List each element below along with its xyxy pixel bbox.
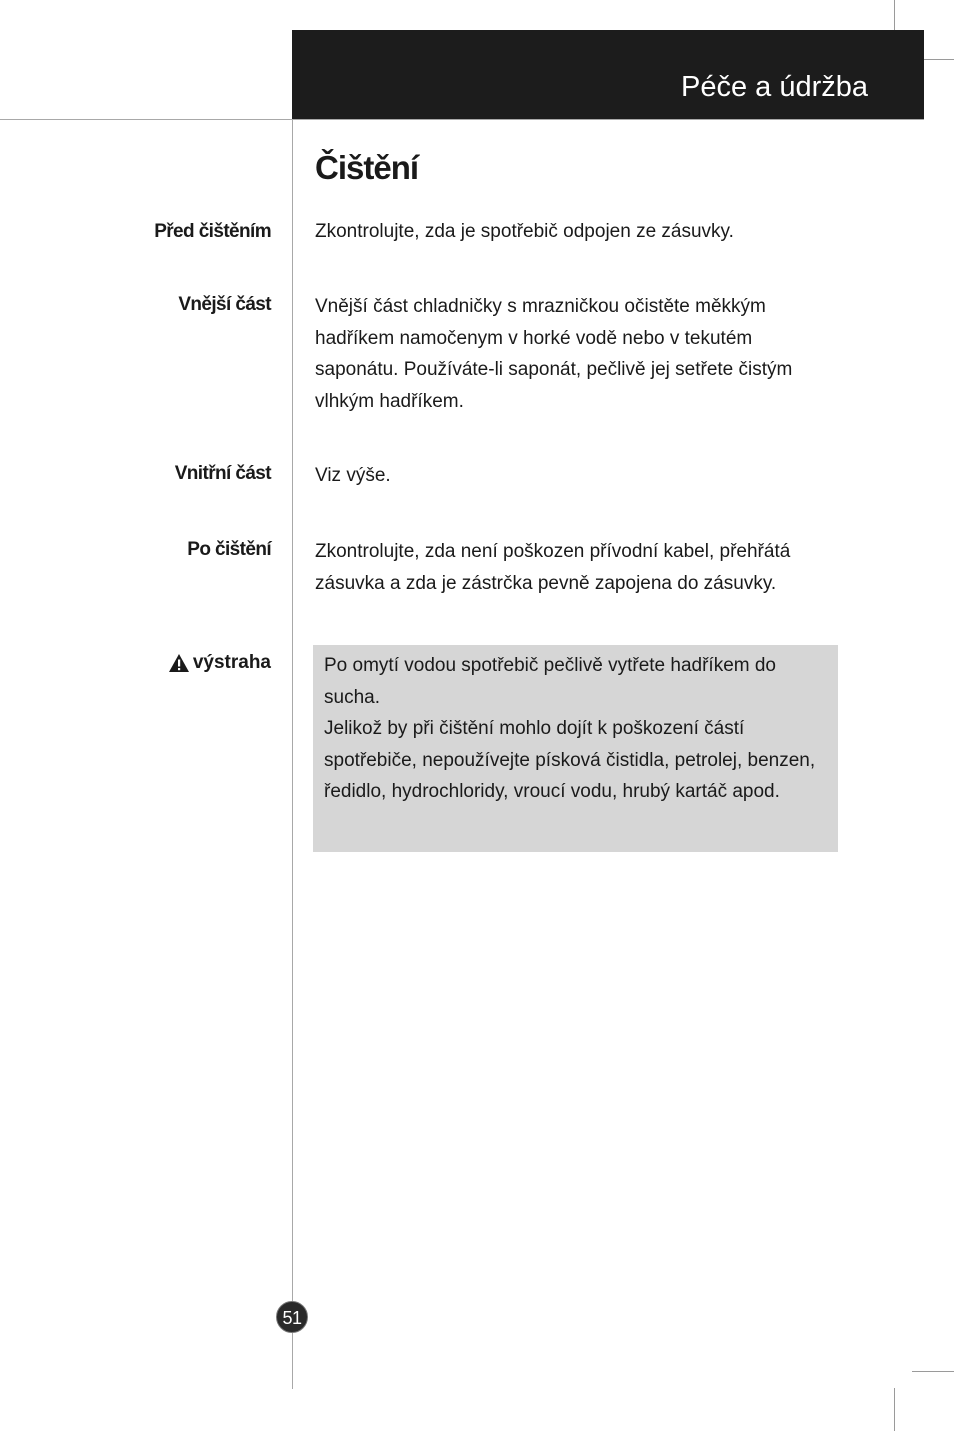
section-text-after-cleaning: Zkontrolujte, zda není poškozen přívodní kabel, přehřátá zásuvka a zda je zástrčka pevně zapojena do zásuvky. [315,541,791,594]
section-text-exterior: Vnější část chladničky s mrazničkou očistěte měkkým hadříkem namočenym v horké vodě nebo v tekutém saponátu. Používáte-li saponát, pečlivě jej setřete čistým vlhkým hadříkem. [315,296,793,412]
page-number-badge: 51 [276,1301,308,1333]
column-rule [292,119,293,1389]
warning-paragraph: Jelikož by při čištění mohlo dojít k poškození částí spotřebiče, nepoužívejte písková čistidla, petrolej, benzen, ředidlo, hydrochloridy, vroucí vodu, hrubý kartáč apod. [324,718,816,802]
warning-label [168,650,271,676]
warning-paragraph: Po omytí vodou spotřebič pečlivě vytřete hadříkem do sucha. [324,655,777,708]
crop-mark [912,1371,954,1372]
page-title: Čištění [315,149,419,186]
section-label-after-cleaning: Po čištění [187,539,271,560]
warning-box [313,645,838,852]
crop-mark [924,59,954,60]
section-label-before-cleaning: Před čištěním [154,221,271,242]
section-text-interior: Viz výše. [315,465,391,486]
header-rule [0,119,924,120]
header-title: Péče a údržba [680,71,868,103]
header-band [292,30,924,119]
crop-mark [894,1388,895,1431]
warning-label-text: výstraha [192,652,271,673]
crop-mark [894,0,895,30]
warning-triangle-icon [168,653,190,673]
section-text-before-cleaning: Zkontrolujte, zda je spotřebič odpojen ze zásuvky. [315,221,734,242]
section-label-interior: Vnitřní část [174,463,271,484]
section-label-exterior: Vnější část [178,294,271,315]
